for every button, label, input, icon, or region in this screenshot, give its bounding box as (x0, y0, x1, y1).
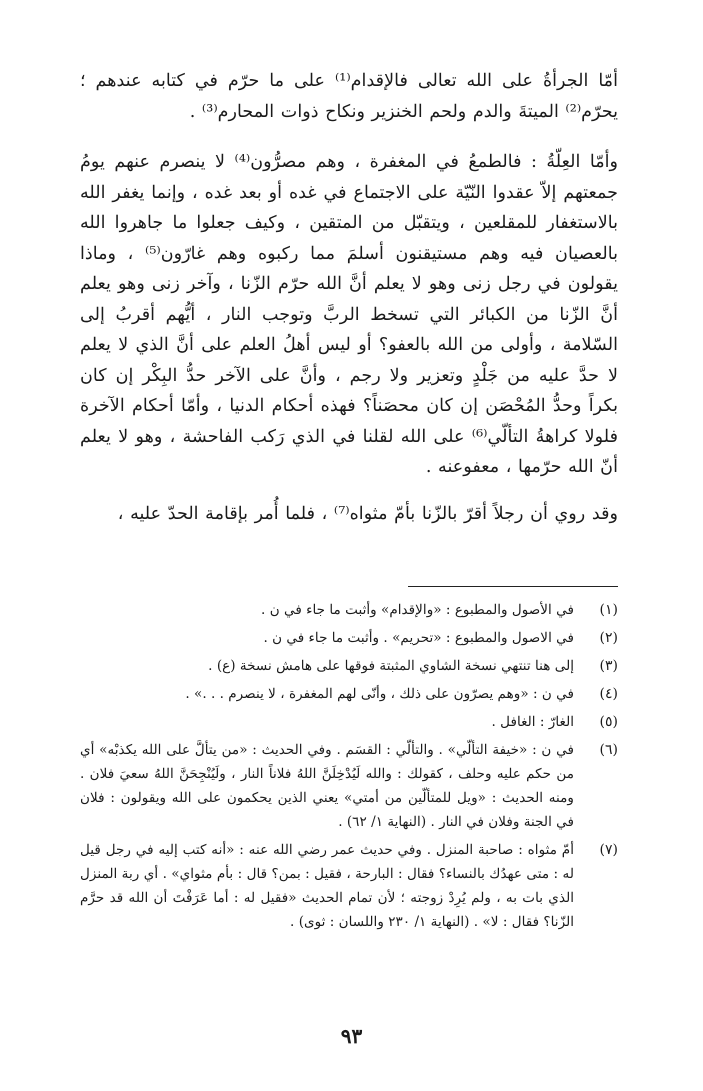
footnote-item (80, 654, 618, 678)
footnote-number: (٥) (599, 714, 618, 730)
footnote-number: (٢) (599, 630, 618, 646)
footnote-text: إلى هنا تنتهي نسخة الشاوي المثبتة فوقها على هامش نسخة (ع) . (208, 658, 574, 674)
footnote-separator (408, 586, 618, 587)
footnote-text: في ن : «خيفة التألّي» . والتألّي : القسَم . وفي الحديث : «من يتألَّ على الله يكذبْه» أي من حكم عليه وحلف ، كقولك : والله لَيُدْخِلَنَّ اللهُ فلاناً النار ، ولَيُنْجِحَنَّ اللهُ سعيَ فلان . ومنه الحديث : «ويل للمتألّين من أمتي» يعني الذين يحكمون على الله ويقولون : فلان في الجنة وفلان في النار . (النهاية ١/ ٦٢) . (80, 742, 574, 830)
footnote-text: الغارّ : الغافل . (491, 714, 574, 730)
footnote-item (80, 626, 618, 650)
footnote-text: أمّ مثواه : صاحبة المنزل . وفي حديث عمر رضي الله عنه : «أنه كتب إليه في رجل قيل له : متى عهدُك بالنساء؟ فقال : البارحة ، فقيل : بمن؟ قال : بأم مثواي» . أي ربة المنزل الذي بات به ، ولم يُرِدْ زوجته ؛ لأن تمام الحديث «فقيل له : أما عَرَفْتَ أن الله قد حرَّم الزّنا؟ فقال : لا» . (النهاية ١/ ٢٣٠ واللسان : ثوى) . (80, 842, 574, 930)
footnotes (80, 598, 618, 938)
footnote-number: (٧) (599, 842, 618, 858)
paragraph-3: وقد روي أن رجلاً أقرّ بالزّنا بأمّ مثواه⁽⁷⁾ ، فلما أُمر بإقامة الحدّ عليه ، (117, 503, 618, 524)
footnote-item (80, 710, 618, 734)
footnote-item (80, 682, 618, 706)
paragraph-2: وأمّا العِلّةُ : فالطمعُ في المغفرة ، وهم مصرُّون⁽⁴⁾ لا ينصرم عنهم يومُ جمعتهم إلاّ عقدوا النّيّة على الاجتماع في غده أو بعد غده ، وإنما يغفر الله بالاستغفار للمقلعين ، ويتقبّل من المتقين ، وكيف جعلوا ما جاهروا الله بالعصيان فيه وهم مستيقنون أسلمَ مما ركبوه وهم غارّون⁽⁵⁾ ، وماذا يقولون في رجل زنى وهو لا يعلم أنَّ الله حرّم الزّنا ، وآخر زنى وهو يعلم أنَّ الزّنا من الكبائر التي تسخط الربَّ وتوجب النار ، أيُّهم أقربُ إلى السّلامة ، وأولى من الله بالعفو؟ أو ليس أهلُ العلم على أنَّ الذي لا يعلم لا حدَّ عليه من جَلْدٍ وتعزير ولا رجم ، وأنَّ على الآخر حدُّ البِكْر إن كان بكراً وحدُّ المُحْصَن إن كان محصَناً؟ فهذه أحكام الدنيا ، وأمّا أحكام الآخرة فلولا كراهةُ التألّي⁽⁶⁾ على الله لقلنا في الذي رَكب الفاحشة ، وهو لا يعلم أنّ الله حرّمها ، معفوعنه . (80, 152, 619, 477)
paragraph-1: أمّا الجرأةُ على الله تعالى فالإقدام⁽¹⁾ على ما حرّم في كتابه عندهم ؛ يحرّم⁽²⁾ الميتةَ والدم ولحم الخنزير ونكاح ذوات المحارم⁽³⁾ . (80, 71, 618, 122)
footnote-text: في الاصول والمطبوع : «تحريم» . وأثبت ما جاء في ن . (263, 630, 574, 646)
footnote-item (80, 598, 618, 622)
footnote-number: (٦) (599, 742, 618, 758)
footnote-item (80, 738, 618, 834)
page-number: ٩٣ (340, 1024, 363, 1048)
footnote-text: في ن : «وهم يصرّون على ذلك ، وأنّى لهم المغفرة ، لا ينصرم . . .» . (185, 686, 574, 702)
footnote-text: في الأصول والمطبوع : «والإقدام» وأثبت ما جاء في ن . (261, 602, 574, 618)
main-text (80, 66, 618, 529)
footnote-number: (٤) (599, 686, 618, 702)
footnote-number: (١) (599, 602, 618, 618)
footnote-item (80, 838, 618, 934)
footnote-number: (٣) (599, 658, 618, 674)
